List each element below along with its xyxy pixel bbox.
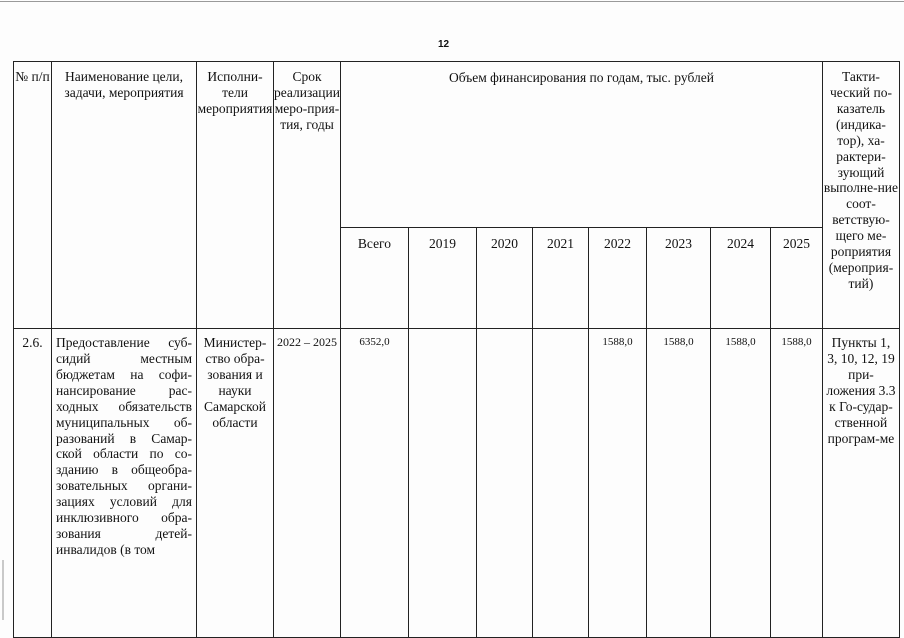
header-total: Всего (340, 228, 408, 329)
header-year-2019: 2019 (408, 228, 476, 329)
row-2025: 1588,0 (770, 329, 822, 638)
row-num: 2.6. (14, 329, 52, 638)
row-2023: 1588,0 (646, 329, 710, 638)
header-num: № п/п (14, 62, 52, 329)
financing-table (13, 61, 900, 638)
row-total: 6352,0 (340, 329, 408, 638)
header-year-2023: 2023 (646, 228, 710, 329)
row-executor: Министер-ство обра-зования и науки Самарской области (197, 329, 274, 638)
header-financing: Объем финансирования по годам, тыс. рублей (340, 62, 822, 228)
header-term: Срок реализации меро-прия-тия, годы (274, 62, 341, 329)
row-2024: 1588,0 (710, 329, 770, 638)
row-indicator: Пункты 1, 3, 10, 12, 19 при-ложения 3.3 к Го-судар-ственной програм-ме (822, 329, 899, 638)
row-name: Предоставление суб-сидий местным бюджетам на софи-нансирование рас-ходных обязательств муниципальных об-разований в Самар-ской области по со-зданию в общеобра-зовательных органи-зациях условий для инклюзивного обра-зования детей-инвалидов (в том (52, 329, 197, 638)
row-2022: 1588,0 (588, 329, 646, 638)
table-row (14, 329, 900, 638)
header-year-2020: 2020 (476, 228, 532, 329)
page-number: 12 (438, 39, 450, 50)
top-rule (0, 1, 904, 2)
scan-edge-mark (2, 560, 4, 620)
row-2020 (476, 329, 532, 638)
header-year-2021: 2021 (532, 228, 588, 329)
row-2021 (532, 329, 588, 638)
header-year-2022: 2022 (588, 228, 646, 329)
row-term: 2022 – 2025 (274, 329, 341, 638)
header-year-2025: 2025 (770, 228, 822, 329)
header-executor: Исполни-тели мероприятия (197, 62, 274, 329)
header-name: Наименование цели, задачи, мероприятия (52, 62, 197, 329)
header-year-2024: 2024 (710, 228, 770, 329)
row-2019 (408, 329, 476, 638)
header-indicator: Такти-ческий по-казатель (индика-тор), ха-рактери-зующий выполне-ние соот-ветствую-щего ме-роприятия (мероприя-тий) (822, 62, 899, 329)
